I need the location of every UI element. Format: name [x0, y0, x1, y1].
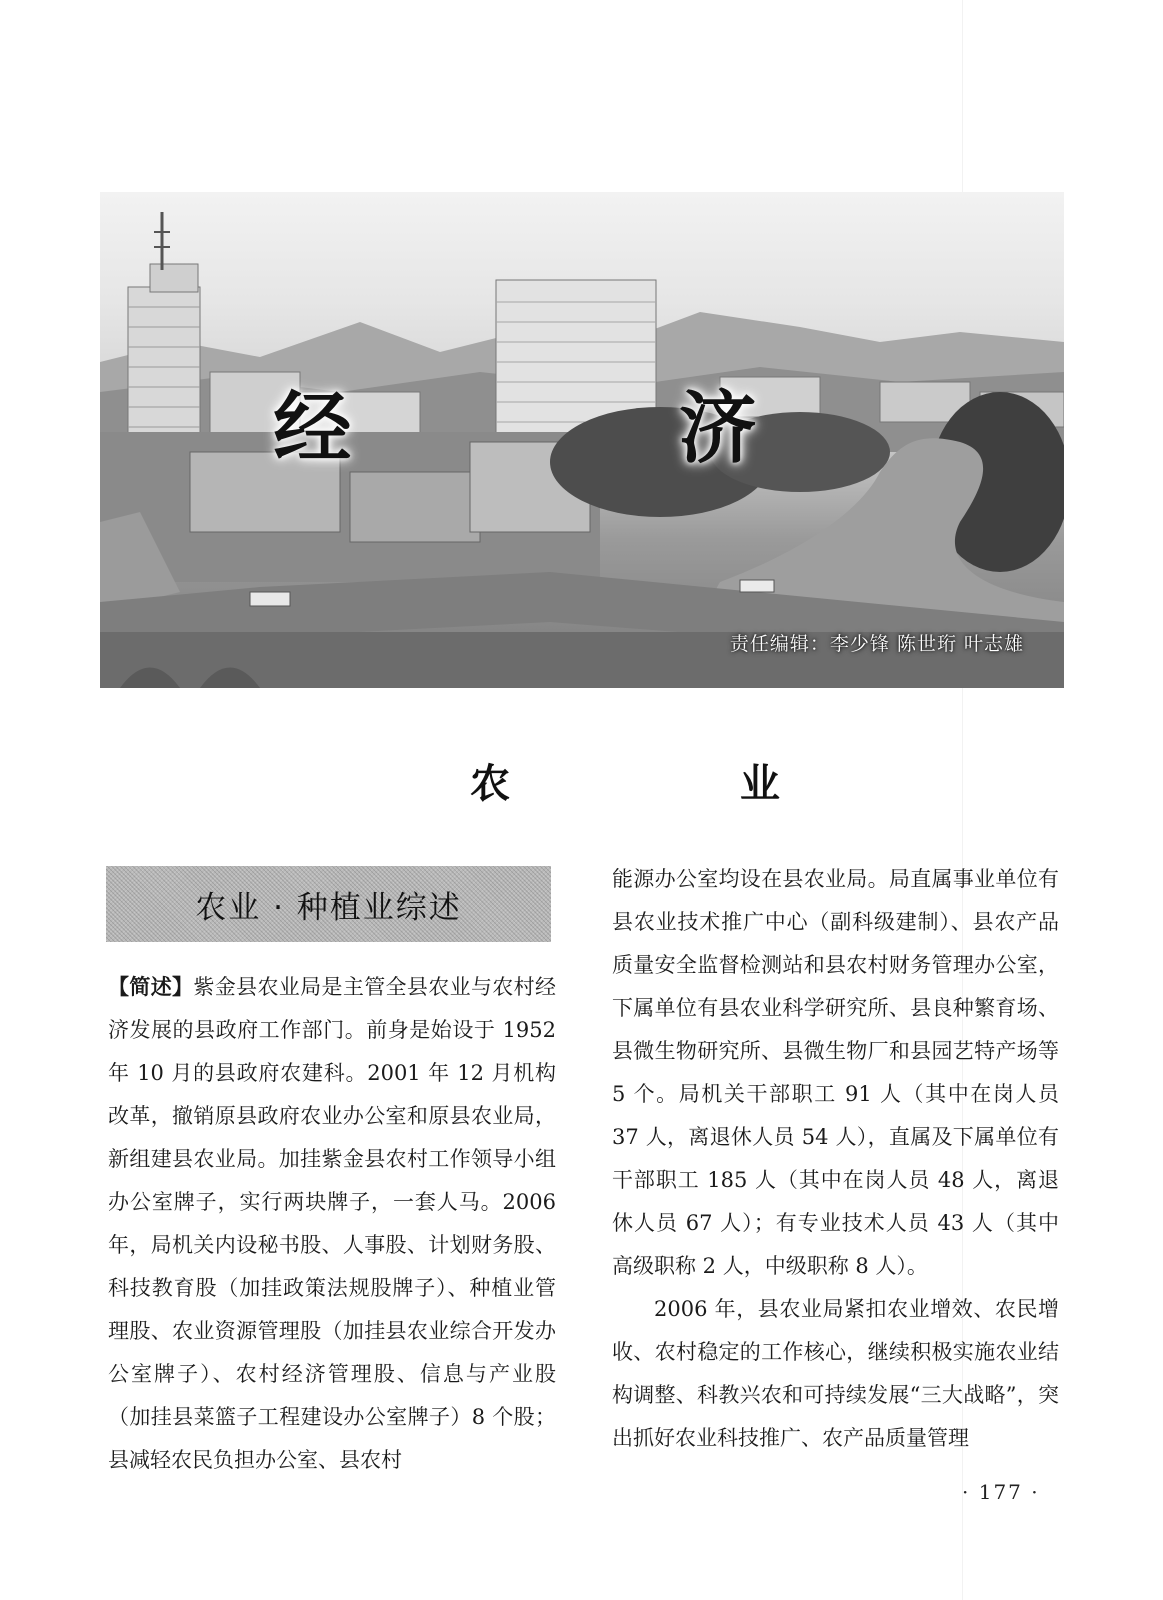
right-paragraph-1: 能源办公室均设在县农业局。局直属事业单位有县农业技术推广中心（副科级建制）、县农产品质量安全监督检测站和县农村财务管理办公室，下属单位有县农业科学研究所、县良种繁育场、县微生物研究所、县微生物厂和县园艺特产场等 5 个。局机关干部职工 91 人（其中在岗人员 37 人，离退休人员 54 人），直属及下属单位有干部职工 185 人（其中在岗人员 48 人，离退休人员 67 人）；有专业技术人员 43 人（其中高级职称 2 人，中级职称 8 人）。	[612, 867, 1059, 1278]
editor-credit: 责任编辑：李少锋 陈世珩 叶志雄	[729, 633, 1024, 655]
banner-title: 经 济	[273, 383, 907, 474]
section-title: 农 业	[470, 760, 888, 807]
lead-tag: 【简述】	[108, 975, 194, 999]
left-column	[108, 966, 556, 1482]
page-number: · 177 ·	[962, 1480, 1040, 1504]
subheading-label: 农业 · 种植业综述	[195, 889, 462, 926]
right-column	[612, 858, 1059, 1460]
subheading-box	[106, 866, 551, 942]
banner-photo	[100, 192, 1064, 688]
right-paragraph-2: 2006 年，县农业局紧扣农业增效、农民增收、农村稳定的工作核心，继续积极实施农业结构调整、科教兴农和可持续发展“三大战略”，突出抓好农业科技推广、农产品质量管理	[612, 1297, 1059, 1450]
left-paragraph-text: 紫金县农业局是主管全县农业与农村经济发展的县政府工作部门。前身是始设于 1952 年 10 月的县政府农建科。2001 年 12 月机构改革，撤销原县政府农业办公室和原县农业局，新组建县农业局。加挂紫金县农村工作领导小组办公室牌子，实行两块牌子，一套人马。2006 年，局机关内设秘书股、人事股、计划财务股、科技教育股（加挂政策法规股牌子）、种植业管理股、农业资源管理股（加挂县农业综合开发办公室牌子）、农村经济管理股、信息与产业股（加挂县菜篮子工程建设办公室牌子）8 个股；县减轻农民负担办公室、县农村	[108, 975, 557, 1472]
left-paragraph	[108, 966, 556, 1482]
